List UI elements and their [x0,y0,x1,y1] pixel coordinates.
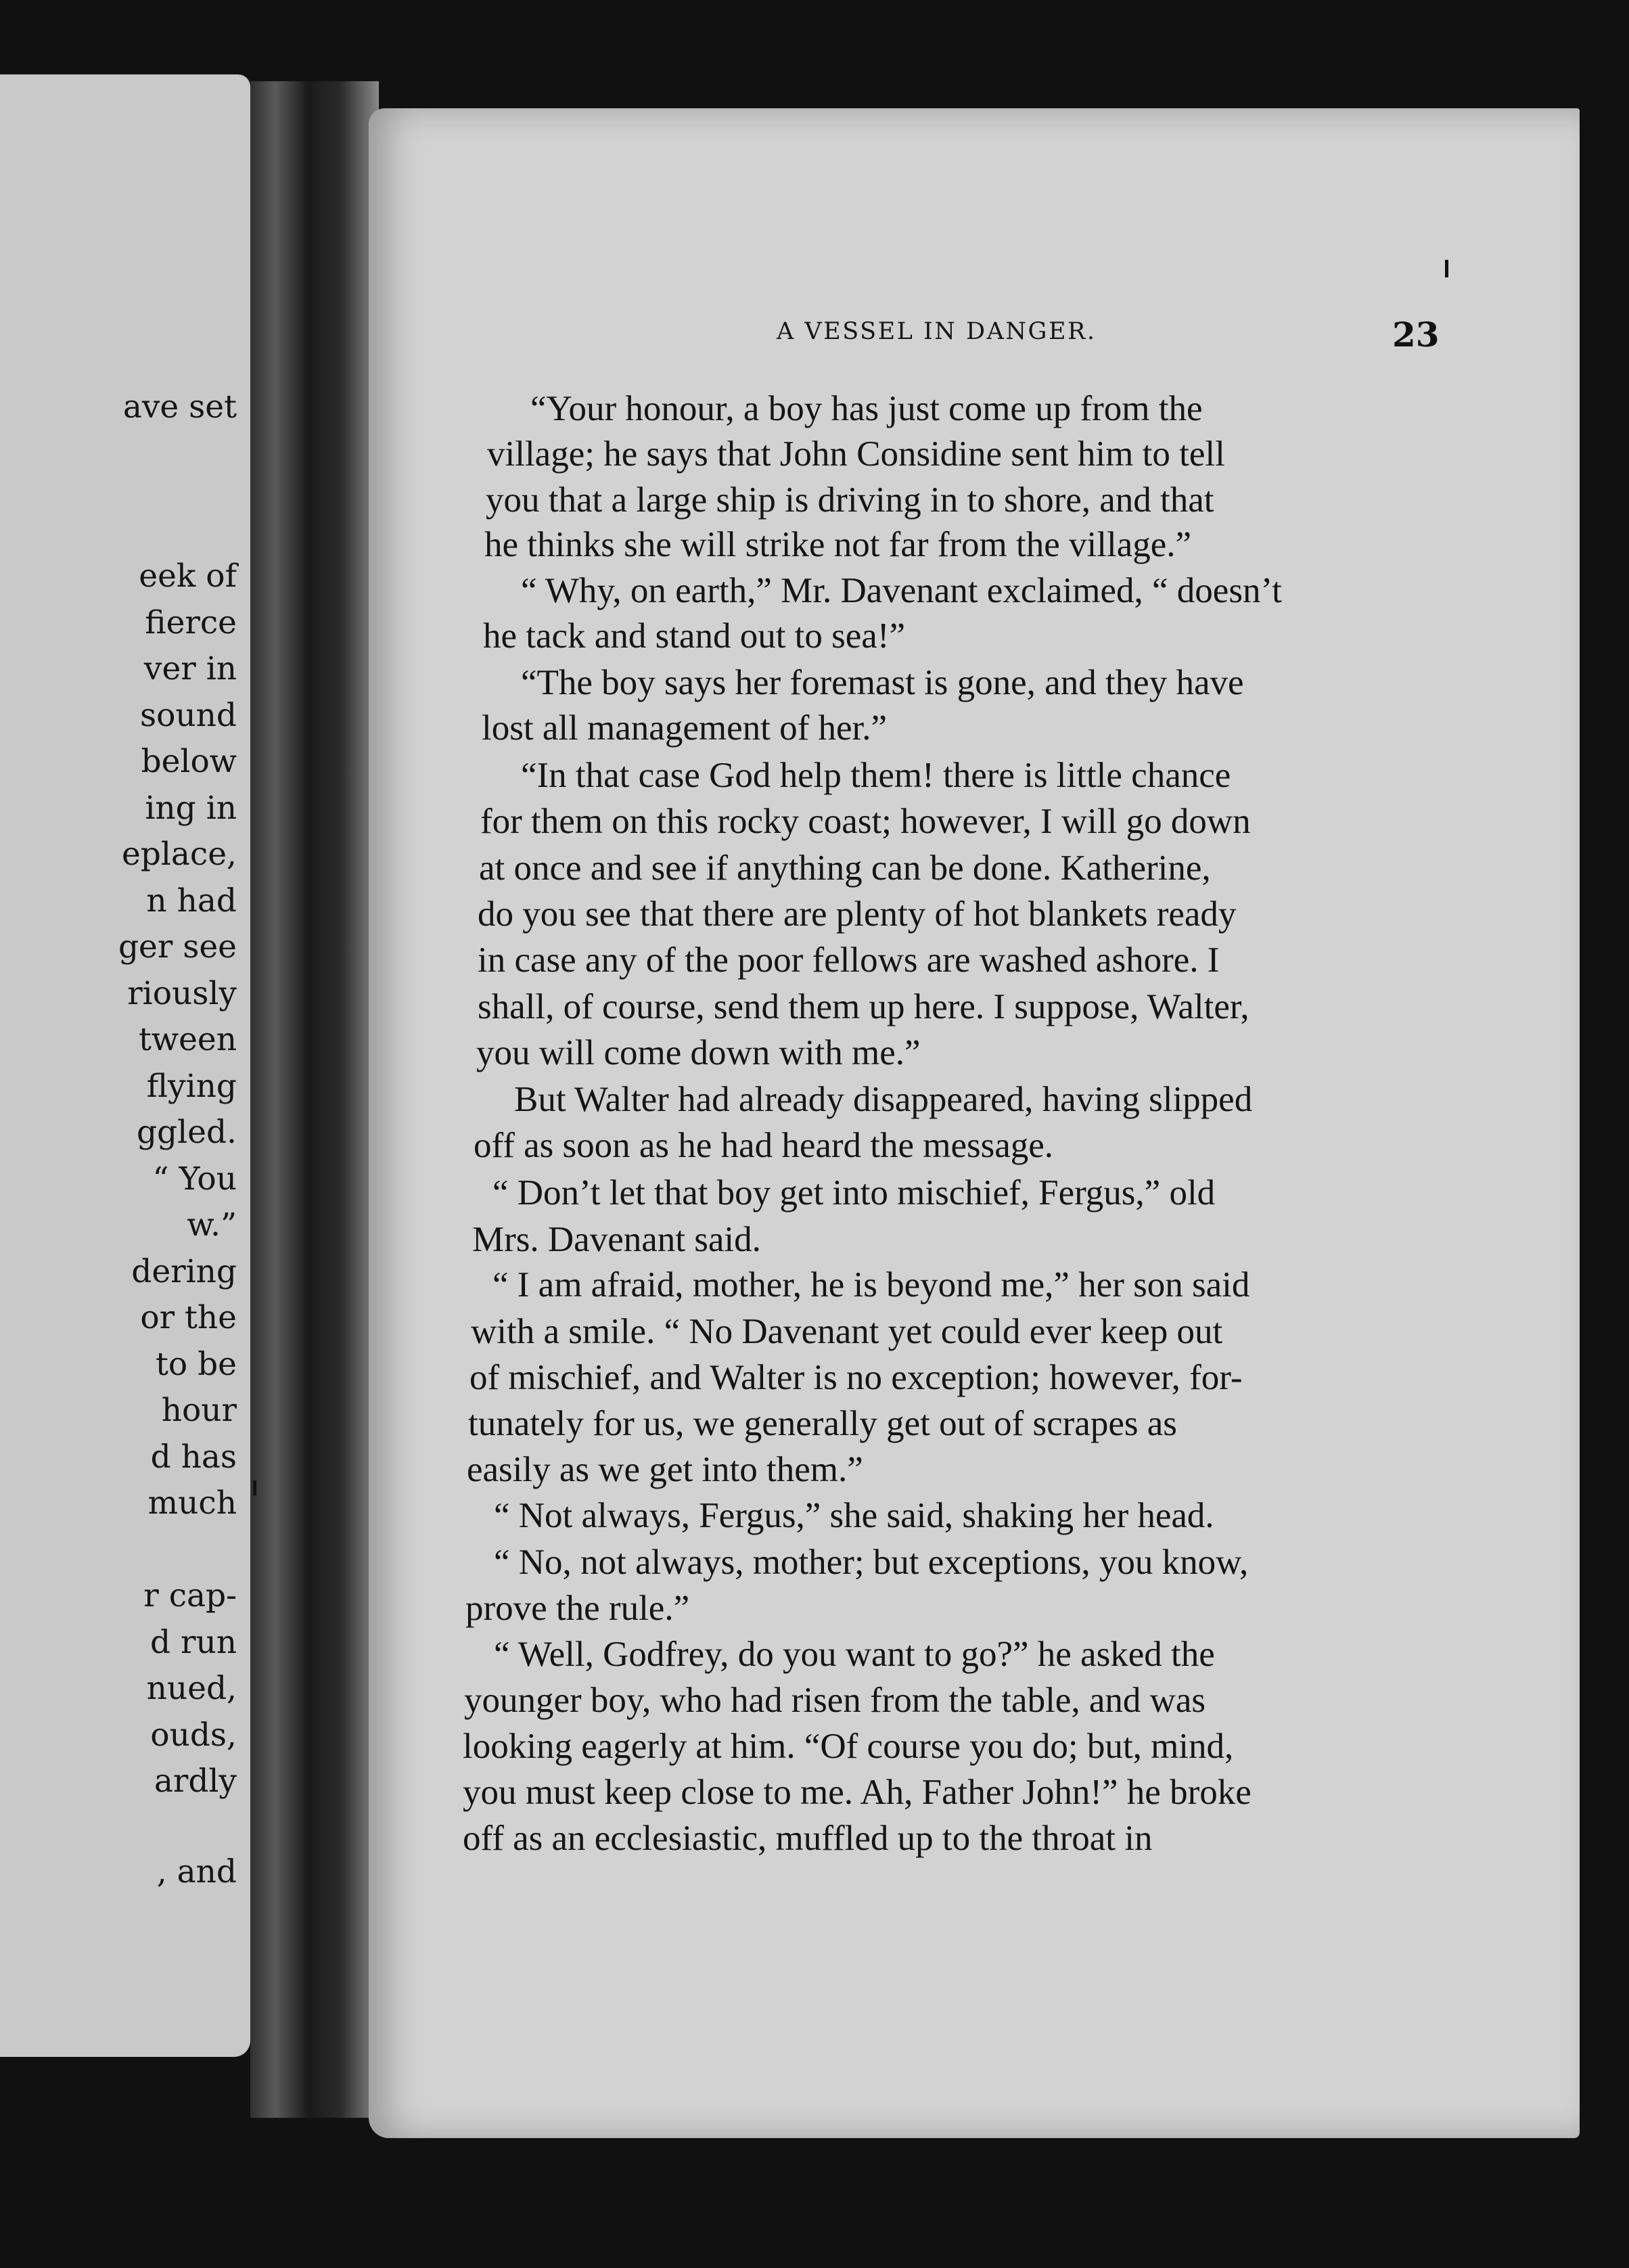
body-line: he tack and stand out to sea!” [483,616,905,656]
body-line: “ Why, on earth,” Mr. Davenant exclaimed, “ doesn’t [521,571,1282,610]
body-line: “In that case God help them! there is little chance [521,756,1231,795]
left-page-line: flying [146,1068,237,1105]
left-page-line: sound [139,697,237,734]
running-head: A VESSEL IN DANGER. [777,318,1097,345]
left-page-line: ver in [143,650,237,687]
body-line: village; he says that John Considine sent him to tell [487,434,1225,474]
body-line: you must keep close to me. Ah, Father John!” he broke [463,1773,1252,1812]
body-line: “The boy says her foremast is gone, and they have [521,663,1244,702]
body-line: “Your honour, a boy has just come up from the [530,389,1203,428]
body-line: “ Don’t let that boy get into mischief, Fergus,” old [492,1173,1216,1212]
left-page-line: , and [156,1853,237,1890]
body-line: shall, of course, send them up here. I suppose, Walter, [478,987,1249,1026]
left-page-line: or the [140,1299,237,1336]
body-line: tunately for us, we generally get out of scrapes as [468,1404,1177,1443]
page-number: 23 [1392,315,1440,355]
scan-speck [253,1480,256,1495]
left-page-line: r cap- [143,1577,237,1614]
body-line: for them on this rocky coast; however, I will go down [480,802,1251,841]
left-page-line: w.” [187,1206,237,1244]
body-line: “ No, not always, mother; but exceptions, you know, [494,1543,1249,1582]
left-page-line: ing in [145,790,237,827]
body-line: “ Well, Godfrey, do you want to go?” he asked the [494,1635,1215,1674]
body-line: looking eagerly at him. “Of course you do; but, mind, [463,1727,1234,1766]
body-line: you that a large ship is driving in to shore, and that [486,480,1214,520]
body-line: “ I am afraid, mother, he is beyond me,” her son said [492,1265,1250,1305]
body-line: of mischief, and Walter is no exception; however, for- [469,1358,1243,1397]
left-page-line: eplace, [121,836,237,873]
body-line: lost all management of her.” [482,708,887,748]
left-page-line: “ You [152,1160,237,1198]
body-line: off as soon as he had heard the message. [474,1126,1054,1165]
body-line: prove the rule.” [465,1589,690,1628]
left-page-line: to be [155,1346,237,1383]
body-line: with a smile. “ No Davenant yet could ever keep out [471,1312,1223,1351]
left-page-line: ouds, [150,1717,237,1754]
body-line: “ Not always, Fergus,” she said, shaking her head. [494,1496,1214,1535]
body-line: But Walter had already disappeared, having slipped [514,1080,1253,1119]
body-line: you will come down with me.” [476,1033,921,1072]
body-line: Mrs. Davenant said. [472,1220,761,1259]
body-line: in case any of the poor fellows are washed ashore. I [478,940,1220,980]
body-line: easily as we get into them.” [467,1450,863,1489]
body-line: at once and see if anything can be done. Katherine, [479,848,1211,888]
body-line: off as an ecclesiastic, muffled up to the throat in [463,1819,1153,1858]
left-page-line: ger see [118,928,237,966]
left-page-line: ardly [154,1763,237,1800]
book-gutter-shadow [250,81,379,2118]
left-page-line: ave set [122,388,237,426]
left-page-line: d run [150,1624,237,1661]
body-line: he thinks she will strike not far from the village.” [484,525,1192,564]
left-page-line: dering [131,1253,237,1290]
scan-speck [1605,2089,1608,2102]
left-page-line: eek of [139,558,237,595]
left-page-line: hour [161,1392,237,1429]
left-page-fragment [0,74,250,2057]
scan-speck [1445,260,1448,277]
left-page-line: d has [150,1438,237,1476]
left-page-line: tween [138,1021,237,1058]
left-page-line: much [147,1484,237,1522]
left-page-line: below [141,743,237,780]
left-page-line: ggled. [136,1114,237,1151]
body-line: do you see that there are plenty of hot blankets ready [478,894,1237,934]
body-line: younger boy, who had risen from the table, and was [464,1681,1206,1720]
left-page-line: fierce [145,604,237,641]
left-page-line: riously [127,975,237,1012]
left-page-line: nued, [146,1670,237,1707]
left-page-line: n had [146,882,237,920]
